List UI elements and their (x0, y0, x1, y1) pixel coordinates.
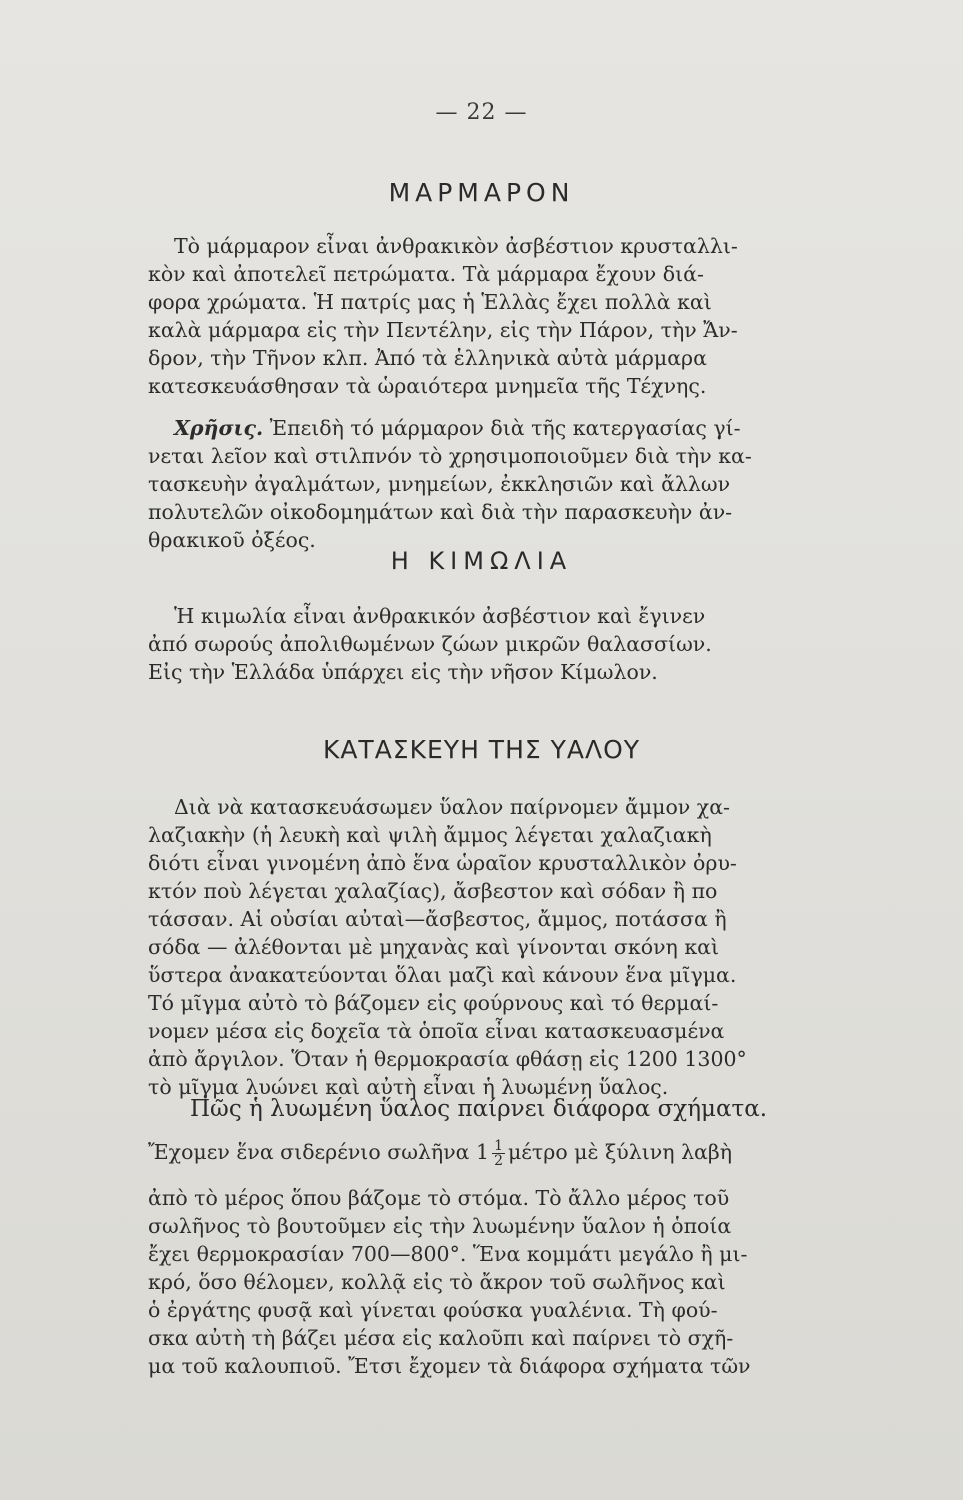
text-line: μα τοῦ καλουπιοῦ. Ἔτσι ἔχομεν τὰ διάφορα σχήματα τῶν (148, 1354, 751, 1378)
text-line: κτόν ποὺ λέγεται χαλαζίας), ἄσβεστον καὶ σόδαν ἢ πο (148, 879, 718, 903)
text-line (148, 1132, 878, 1172)
text-line: διότι εἶναι γινομένη ἀπὸ ἕνα ὡραῖον κρυσταλλικὸν ὀρυ- (148, 851, 737, 875)
usage-text: Ἐπειδὴ τό μάρμαρον διὰ τῆς κατεργασίας γί- (269, 416, 741, 440)
text-line: σωλῆνος τὸ βουτοῦμεν εἰς τὴν λυωμένην ὕαλον ἡ ὁποία (148, 1214, 732, 1238)
text-line: τάσσαν. Αἱ οὐσίαι αὐταὶ—ἄσβεστος, ἄμμος, ποτάσσα ἢ (148, 907, 727, 931)
text-line: Τὸ μάρμαρον εἶναι ἀνθρακικὸν ἀσβέστιον κρυσταλλι- (174, 234, 738, 258)
text-line: λαζιακὴν (ἡ λευκὴ καὶ ψιλὴ ἄμμος λέγεται χαλαζιακὴ (148, 823, 712, 847)
text-line: φορα χρώματα. Ἡ πατρίς μας ἡ Ἑλλὰς ἔχει πολλὰ καὶ (148, 290, 712, 314)
paragraph-kataskeyi (148, 793, 878, 1101)
fraction-denominator: 2 (494, 1153, 503, 1169)
text-fragment: μέτρο μὲ ξύλινη λαβὴ (507, 1140, 733, 1164)
text-line: κατεσκευάσθησαν τὰ ὡραιότερα μνημεῖα τῆς Τέχνης. (148, 374, 707, 398)
text-line: κὸν καὶ ἀποτελεῖ πετρώματα. Τὰ μάρμαρα ἔχουν διά- (148, 262, 704, 286)
text-line: τὸ μῖγμα λυώνει καὶ αὐτὴ εἶναι ἡ λυωμένη ὕαλος. (148, 1075, 669, 1099)
text-line: Ἡ κιμωλία εἶναι ἀνθρακικόν ἀσβέστιον καὶ ἔγινεν (174, 604, 706, 628)
text-line: νομεν μέσα εἰς δοχεῖα τὰ ὁποῖα εἶναι κατασκευασμένα (148, 1019, 725, 1043)
text-line: Τό μῖγμα αὐτὸ τὸ βάζομεν εἰς φούρνους καὶ τό θερμαί- (148, 991, 719, 1015)
fraction (492, 1139, 505, 1168)
section-title-kataskeyi: ΚΑΤΑΣΚΕΥΗ ΤΗΣ ΥΑΛΟΥ (322, 735, 641, 764)
text-line: δρον, τὴν Τῆνον κλπ. Ἀπό τὰ ἑλληνικὰ αὐτὰ μάρμαρα (148, 346, 707, 370)
text-line: νεται λεῖον καὶ στιλπνόν τὸ χρησιμοποιοῦμεν διὰ τὴν κα- (148, 444, 752, 468)
paragraph-usage (148, 414, 878, 554)
text-line: ἀπὸ τὸ μέρος ὅπου βάζομε τὸ στόμα. Τὸ ἄλλο μέρος τοῦ (148, 1186, 730, 1210)
section-title-kimolia: Η ΚΙΜΩΛΙΑ (390, 547, 573, 575)
paragraph-kimolia (148, 602, 878, 686)
paragraph-shapes-first-line (148, 1132, 878, 1172)
text-line: σκα αὐτὴ τὴ βάζει μέσα εἰς καλοῦπι καὶ παίρνει τὸ σχῆ- (148, 1326, 734, 1350)
usage-label: Χρῆσις. (174, 416, 264, 440)
text-line: σόδα — ἀλέθονται μὲ μηχανὰς καὶ γίνονται σκόνη καὶ (148, 935, 720, 959)
page-number: — 22 — (435, 100, 528, 125)
text-line: ἀπὸ ἄργιλον. Ὅταν ἡ θερμοκρασία φθάσῃ εἰς 1200 1300° (148, 1047, 747, 1071)
paragraph-shapes (148, 1184, 878, 1380)
text-line: πολυτελῶν οἰκοδομημάτων καὶ διὰ τὴν παρασκευὴν ἀν- (148, 500, 733, 524)
subsection-title-shapes: Πῶς ἡ λυωμένη ὕαλος παίρνει διάφορα σχήματα. (190, 1096, 768, 1122)
text-line (148, 414, 878, 442)
text-fragment: Ἔχομεν ἕνα σιδερένιο σωλῆνα 1 (148, 1140, 490, 1164)
section-title-marmaron: ΜΑΡΜΑΡΟΝ (388, 178, 575, 207)
text-line: ἀπό σωρούς ἀπολιθωμένων ζώων μικρῶν θαλασσίων. (148, 632, 712, 656)
text-line: Διὰ νὰ κατασκευάσωμεν ὕαλον παίρνομεν ἄμμον χα- (174, 795, 730, 819)
text-line: καλὰ μάρμαρα εἰς τὴν Πεντέλην, εἰς τὴν Πάρον, τὴν Ἄν- (148, 318, 738, 342)
text-line: ἔχει θερμοκρασίαν 700—800°. Ἕνα κομμάτι μεγάλο ἢ μι- (148, 1242, 748, 1266)
text-line: Εἰς τὴν Ἑλλάδα ὑπάρχει εἰς τὴν νῆσον Κίμωλον. (148, 660, 658, 684)
text-line: θρακικοῦ ὀξέος. (148, 528, 316, 552)
text-line: ὁ ἐργάτης φυσᾷ καὶ γίνεται φούσκα γυαλένια. Τὴ φού- (148, 1298, 718, 1322)
text-line: τασκευὴν ἀγαλμάτων, μνημείων, ἐκκλησιῶν καὶ ἄλλων (148, 472, 731, 496)
text-line: ὕστερα ἀνακατεύονται ὅλαι μαζὶ καὶ κάνουν ἕνα μῖγμα. (148, 963, 737, 987)
fraction-numerator: 1 (494, 1138, 503, 1154)
text-line: κρό, ὅσο θέλομεν, κολλᾷ εἰς τὸ ἄκρον τοῦ σωλῆνος καὶ (148, 1270, 726, 1294)
paragraph-marmaron (148, 232, 878, 400)
